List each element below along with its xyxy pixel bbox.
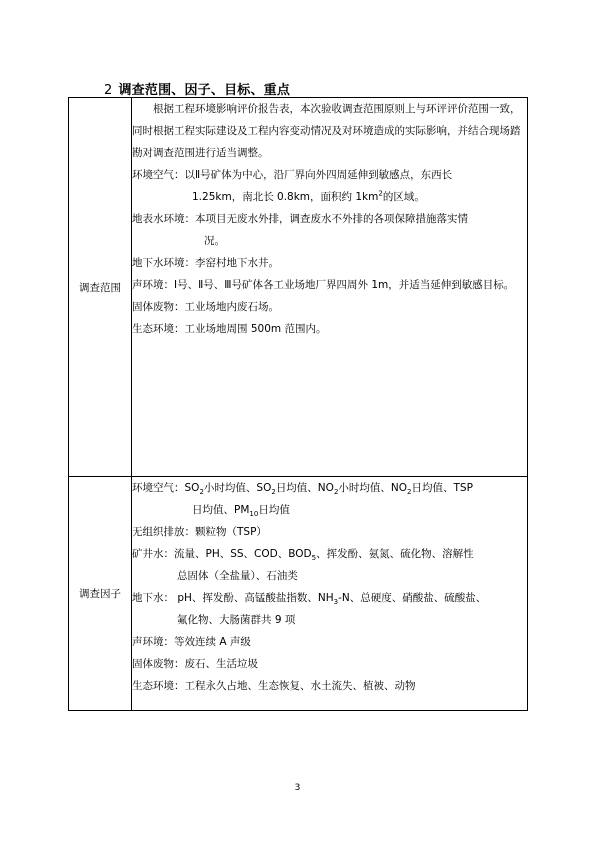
scope-noise: 声环境：Ⅰ号、Ⅱ号、Ⅲ号矿体各工业场地厂界四周外 1m，并适当延伸到敏感目标。: [132, 279, 515, 291]
scope-surface-water: 地表水环境：本项目无废水外排，调查废水不外排的各项保障措施落实情 况。: [132, 213, 468, 247]
scope-ecology: 生态环境：工业场地周围 500m 范围内。: [132, 323, 327, 335]
table-row-scope: [69, 98, 528, 477]
factors-ecology: 生态环境：工程永久占地、生态恢复、水土流失、植被、动物: [132, 680, 416, 692]
section-title: 调查范围、因子、目标、重点: [118, 83, 291, 98]
section-number: 2: [104, 83, 113, 98]
scope-air: 环境空气：以Ⅱ号矿体为中心，沿厂界向外四周延伸到敏感点，东西长 1.25km，南北长 0.8km，面积约 $1km^2$的区域。: [132, 169, 453, 203]
page-number: 3: [294, 783, 301, 793]
factors-label: 调查因子: [69, 477, 132, 711]
scope-label: 调查范围: [69, 98, 132, 477]
section-heading: [104, 79, 290, 98]
scope-groundwater: 地下水环境：李窑村地下水井。: [132, 257, 279, 269]
factors-content: [132, 477, 528, 711]
factors-unorganized: 无组织排放：颗粒物（TSP）: [132, 526, 267, 538]
factors-noise: 声环境：等效连续 A 声级: [132, 636, 251, 648]
scope-content: [132, 98, 528, 477]
scope-solid-waste: 固体废物：工业场地内废石场。: [132, 301, 279, 313]
survey-table: [68, 97, 528, 711]
factors-air: 环境空气：$SO_2$小时均值、$SO_2$日均值、$NO_2$小时均值、$NO_2$日均值、TSP 日均值、$PM_{10}$日均值: [132, 482, 473, 519]
scope-intro: 根据工程环境影响评价报告表，本次验收调查范围原则上与环评评价范围一致，同时根据工程实际建设及工程内容变动情况及对环境造成的实际影响，并结合现场踏勘对调查范围进行适当调整。: [132, 103, 521, 159]
factors-mine-water: 矿井水：流量、PH、SS、COD、$BOD_5$、挥发酚、氨氮、硫化物、溶解性 总固体（全盐量）、石油类: [132, 548, 474, 582]
factors-solid-waste: 固体废物：废石、生活垃圾: [132, 658, 258, 670]
table-row-factors: [69, 477, 528, 711]
factors-groundwater: 地下水： pH、挥发酚、高锰酸盐指数、$NH_3-N$、总硬度、硝酸盐、硫酸盐、 氟化物、大肠菌群共 9 项: [132, 592, 487, 626]
